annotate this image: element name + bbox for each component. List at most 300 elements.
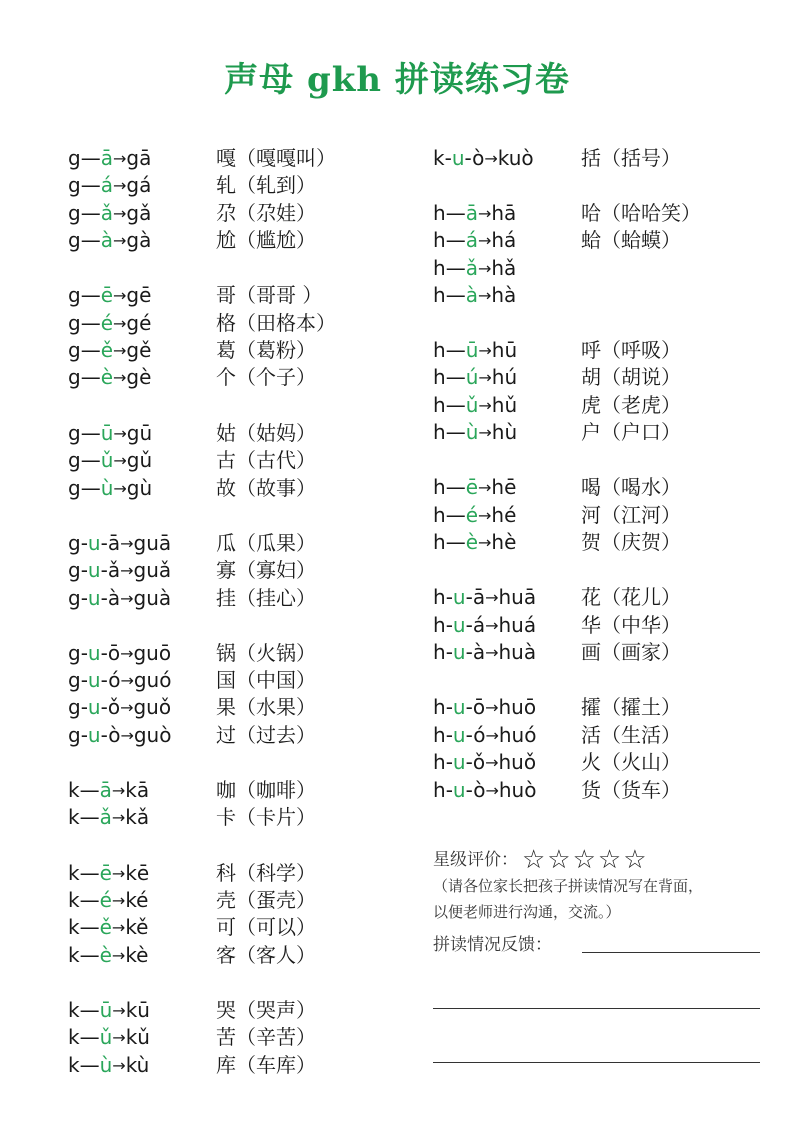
medial: u xyxy=(451,146,465,170)
spelling-formula xyxy=(433,777,581,805)
initial: g xyxy=(68,476,81,500)
syllable-result: guā xyxy=(133,531,172,555)
character: 科 xyxy=(216,861,236,885)
star-icons[interactable]: ☆☆☆☆☆ xyxy=(522,845,649,875)
example-word: （尕娃） xyxy=(236,201,316,225)
syllable-result: huá xyxy=(498,613,537,637)
final-vowel: ǔ xyxy=(465,393,479,417)
pinyin-row xyxy=(433,749,681,776)
character: 胡 xyxy=(581,365,601,389)
dash: - xyxy=(445,640,453,664)
character: 故 xyxy=(216,476,236,500)
final-vowel: ǎ xyxy=(465,256,478,280)
example-word: （哭声） xyxy=(236,998,316,1022)
arrow-icon: → xyxy=(485,616,499,635)
pinyin-row xyxy=(68,1052,316,1079)
arrow-icon: → xyxy=(478,341,492,360)
example-word: （田格本） xyxy=(236,311,336,335)
dash: — xyxy=(445,530,466,554)
character: 户 xyxy=(581,420,601,444)
arrow-icon: → xyxy=(477,259,492,278)
pinyin-row xyxy=(68,722,316,749)
syllable-result: guò xyxy=(133,723,172,747)
dash: - xyxy=(445,585,453,609)
character: 古 xyxy=(216,448,236,472)
final-vowel: ù xyxy=(100,476,114,500)
arrow-icon: → xyxy=(478,533,492,552)
arrow-icon: → xyxy=(112,176,127,195)
dash: — xyxy=(80,146,101,170)
final-vowel: è xyxy=(100,365,114,389)
dash: — xyxy=(79,943,100,967)
syllable-result: kuò xyxy=(497,146,534,170)
syllable-result: kù xyxy=(125,1053,150,1077)
dash: — xyxy=(80,201,101,225)
spelling-formula xyxy=(68,997,216,1025)
pinyin-row xyxy=(68,997,316,1024)
example-word: （寡妇） xyxy=(236,558,316,582)
final-vowel: ǎ xyxy=(99,805,112,829)
final-vowel: ǎ xyxy=(100,201,113,225)
character: 过 xyxy=(216,723,236,747)
syllable-result: huǒ xyxy=(498,750,537,774)
arrow-icon: → xyxy=(485,781,499,800)
character: 挂 xyxy=(216,586,236,610)
example-word: （呼吸） xyxy=(601,338,681,362)
syllable-result: kā xyxy=(125,778,150,802)
dash: - xyxy=(80,586,88,610)
arrow-icon: → xyxy=(484,149,498,168)
example-word: （故事） xyxy=(236,476,316,500)
spelling-formula xyxy=(68,860,216,888)
dash: — xyxy=(79,778,100,802)
dash: — xyxy=(445,393,466,417)
arrow-icon: → xyxy=(120,726,134,745)
arrow-icon: → xyxy=(478,396,492,415)
dash: — xyxy=(80,476,101,500)
example-word: （挂心） xyxy=(236,586,316,610)
syllable-result: hē xyxy=(491,475,517,499)
medial: u xyxy=(452,723,466,747)
syllable-result: hù xyxy=(491,420,518,444)
dash: - xyxy=(100,723,109,747)
feedback-line[interactable] xyxy=(582,952,760,953)
pinyin-row xyxy=(68,200,316,227)
dash: - xyxy=(445,695,453,719)
medial: u xyxy=(87,586,101,610)
medial: u xyxy=(87,723,101,747)
feedback-line[interactable] xyxy=(433,1062,760,1063)
arrow-icon: → xyxy=(112,1028,126,1047)
pinyin-row xyxy=(433,255,581,282)
spelling-formula xyxy=(68,475,216,503)
pinyin-row xyxy=(68,860,316,887)
medial: u xyxy=(87,558,101,582)
pinyin-row xyxy=(433,694,681,721)
pinyin-row xyxy=(68,282,322,309)
initial: h xyxy=(433,365,446,389)
pinyin-row xyxy=(433,200,701,227)
example-word: （轧到） xyxy=(236,173,316,197)
spelling-formula xyxy=(68,942,216,970)
example-word: （括号） xyxy=(601,146,681,170)
feedback-line[interactable] xyxy=(433,1008,760,1009)
example-word: （个子） xyxy=(236,365,316,389)
dash: - xyxy=(80,558,88,582)
syllable-result: gà xyxy=(126,228,152,252)
medial: u xyxy=(452,585,466,609)
character: 货 xyxy=(581,778,601,802)
initial: g xyxy=(68,641,81,665)
character: 苦 xyxy=(216,1025,236,1049)
initial: h xyxy=(433,723,446,747)
spelling-formula xyxy=(68,172,216,200)
dash: - xyxy=(100,668,109,692)
syllable-result: hà xyxy=(491,283,517,307)
character: 河 xyxy=(581,503,601,527)
dash: - xyxy=(100,531,108,555)
spelling-formula xyxy=(433,145,581,173)
pinyin-row xyxy=(433,474,681,501)
pinyin-row xyxy=(68,804,316,831)
initial: h xyxy=(433,228,446,252)
spelling-formula xyxy=(68,667,216,695)
final-vowel: ě xyxy=(99,915,112,939)
character: 库 xyxy=(216,1053,236,1077)
example-word: （瓜果） xyxy=(236,531,316,555)
final-vowel: ō xyxy=(107,641,121,665)
initial: k xyxy=(68,1053,80,1077)
syllable-result: gǎ xyxy=(126,201,152,225)
example-word: （中国） xyxy=(236,668,316,692)
character: 喝 xyxy=(581,475,601,499)
arrow-icon: → xyxy=(112,204,127,223)
arrow-icon: → xyxy=(485,588,499,607)
example-word: （中华） xyxy=(601,613,681,637)
dash: — xyxy=(79,861,100,885)
example-word: （车库） xyxy=(236,1053,316,1077)
pinyin-row xyxy=(68,557,316,584)
final-vowel: ǒ xyxy=(107,695,121,719)
example-word: （辛苦） xyxy=(236,1025,316,1049)
pinyin-row xyxy=(433,777,681,804)
final-vowel: è xyxy=(99,943,112,967)
initial: h xyxy=(433,640,446,664)
final-vowel: ē xyxy=(99,861,112,885)
final-vowel: ā xyxy=(99,778,112,802)
initial: h xyxy=(433,503,446,527)
pinyin-row xyxy=(433,145,681,172)
example-word: （花儿） xyxy=(601,585,681,609)
character: 个 xyxy=(216,365,236,389)
pinyin-row xyxy=(68,640,316,667)
initial: g xyxy=(68,365,81,389)
parent-note-line-2: 以便老师进行沟通，交流。） xyxy=(433,903,621,921)
initial: k xyxy=(433,146,445,170)
character: 贺 xyxy=(581,530,601,554)
parent-note-line-1: （请各位家长把孩子拼读情况写在背面， xyxy=(433,877,704,895)
spelling-formula xyxy=(68,694,216,722)
arrow-icon: → xyxy=(113,286,127,305)
arrow-icon: → xyxy=(120,589,134,608)
spelling-formula xyxy=(68,804,216,832)
medial: u xyxy=(452,750,466,774)
final-vowel: ù xyxy=(465,420,479,444)
initial: k xyxy=(68,1025,80,1049)
initial: g xyxy=(68,283,81,307)
example-word: （货车） xyxy=(601,778,681,802)
character: 国 xyxy=(216,668,236,692)
example-word: （葛粉） xyxy=(236,338,316,362)
pinyin-row xyxy=(433,529,681,556)
syllable-result: kū xyxy=(125,998,150,1022)
pinyin-row xyxy=(68,172,316,199)
dash: — xyxy=(445,338,466,362)
character: 尕 xyxy=(216,201,236,225)
dash: - xyxy=(465,613,473,637)
syllable-result: hū xyxy=(491,338,518,362)
medial: u xyxy=(87,531,101,555)
syllable-result: guō xyxy=(133,641,172,665)
final-vowel: à xyxy=(465,283,478,307)
spelling-formula xyxy=(433,722,581,750)
dash: - xyxy=(445,778,453,802)
dash: — xyxy=(80,448,101,472)
final-vowel: ě xyxy=(100,338,114,362)
pinyin-row xyxy=(68,447,316,474)
syllable-result: kē xyxy=(125,861,150,885)
syllable-result: kǔ xyxy=(125,1025,150,1049)
spelling-formula xyxy=(68,887,216,915)
final-vowel: é xyxy=(100,311,114,335)
dash: - xyxy=(100,641,108,665)
dash: - xyxy=(445,613,453,637)
dash: - xyxy=(80,531,88,555)
spelling-formula xyxy=(433,282,581,310)
example-word: （客人） xyxy=(236,943,316,967)
character: 瓜 xyxy=(216,531,236,555)
final-vowel: á xyxy=(100,173,113,197)
pinyin-row xyxy=(68,777,316,804)
dash: — xyxy=(445,283,466,307)
pinyin-row xyxy=(68,420,316,447)
example-word: （老虎） xyxy=(601,393,681,417)
character: 寡 xyxy=(216,558,236,582)
syllable-result: gā xyxy=(126,146,152,170)
star-rating xyxy=(433,842,649,875)
spelling-formula xyxy=(68,420,216,448)
final-vowel: á xyxy=(472,613,486,637)
example-word: （嘎嘎叫） xyxy=(236,146,336,170)
spelling-formula xyxy=(433,639,581,667)
example-word: （哥哥 ） xyxy=(236,283,323,307)
pinyin-row xyxy=(68,475,316,502)
dash: — xyxy=(445,365,466,389)
arrow-icon: → xyxy=(120,561,134,580)
character: 画 xyxy=(581,640,601,664)
arrow-icon: → xyxy=(113,341,127,360)
spelling-formula xyxy=(68,447,216,475)
final-vowel: ò xyxy=(473,778,486,802)
spelling-formula xyxy=(433,200,581,228)
spelling-formula xyxy=(68,722,216,750)
arrow-icon: → xyxy=(111,781,126,800)
pinyin-row xyxy=(68,942,316,969)
spelling-formula xyxy=(68,337,216,365)
character: 呼 xyxy=(581,338,601,362)
initial: h xyxy=(433,778,446,802)
final-vowel: ā xyxy=(107,531,121,555)
arrow-icon: → xyxy=(485,698,499,717)
initial: h xyxy=(433,530,446,554)
example-word: （哈哈笑） xyxy=(601,201,701,225)
initial: h xyxy=(433,420,446,444)
arrow-icon: → xyxy=(485,726,499,745)
initial: k xyxy=(68,888,80,912)
dash: - xyxy=(80,641,88,665)
syllable-result: gé xyxy=(126,311,152,335)
pinyin-row xyxy=(68,337,316,364)
example-word: （火锅） xyxy=(236,641,316,665)
dash: — xyxy=(80,311,101,335)
pinyin-row xyxy=(68,1024,316,1051)
example-word: （画家） xyxy=(601,640,681,664)
final-vowel: ū xyxy=(99,998,113,1022)
dash: - xyxy=(80,668,88,692)
arrow-icon: → xyxy=(478,506,492,525)
example-word: （科学） xyxy=(236,861,316,885)
spelling-formula xyxy=(68,227,216,255)
dash: - xyxy=(100,558,108,582)
arrow-icon: → xyxy=(112,1001,126,1020)
pinyin-row xyxy=(68,585,316,612)
arrow-icon: → xyxy=(111,891,126,910)
final-vowel: ǎ xyxy=(107,558,121,582)
character: 客 xyxy=(216,943,236,967)
final-vowel: ú xyxy=(465,365,479,389)
pinyin-row xyxy=(433,502,681,529)
character: 哈 xyxy=(581,201,601,225)
syllable-result: hǎ xyxy=(491,256,517,280)
arrow-icon: → xyxy=(120,671,134,690)
arrow-icon: → xyxy=(112,149,127,168)
medial: u xyxy=(87,641,101,665)
medial: u xyxy=(87,668,101,692)
example-word: （古代） xyxy=(236,448,316,472)
initial: g xyxy=(68,421,81,445)
page-title: 声母 gkh 拼读练习卷 xyxy=(224,60,570,100)
spelling-formula xyxy=(433,364,581,392)
pinyin-row xyxy=(68,310,336,337)
character: 咖 xyxy=(216,778,236,802)
example-word: （江河） xyxy=(601,503,681,527)
syllable-result: guó xyxy=(133,668,172,692)
arrow-icon: → xyxy=(478,478,492,497)
dash: — xyxy=(80,338,101,362)
dash: - xyxy=(445,750,453,774)
spelling-formula xyxy=(68,914,216,942)
arrow-icon: → xyxy=(111,918,126,937)
character: 葛 xyxy=(216,338,236,362)
dash: — xyxy=(79,888,100,912)
spelling-formula xyxy=(68,364,216,392)
dash: — xyxy=(80,228,101,252)
pinyin-row xyxy=(433,392,681,419)
character: 哥 xyxy=(216,283,236,307)
initial: h xyxy=(433,585,446,609)
final-vowel: ū xyxy=(465,338,479,362)
pinyin-row xyxy=(68,694,316,721)
character: 壳 xyxy=(216,888,236,912)
arrow-icon: → xyxy=(113,424,127,443)
initial: g xyxy=(68,201,81,225)
syllable-result: kǎ xyxy=(125,805,150,829)
dash: — xyxy=(80,173,101,197)
example-word: （喝水） xyxy=(601,475,681,499)
final-vowel: à xyxy=(472,640,486,664)
dash: - xyxy=(465,695,473,719)
initial: g xyxy=(68,531,81,555)
pinyin-row xyxy=(433,282,581,309)
example-word: （胡说） xyxy=(601,365,681,389)
pinyin-row xyxy=(68,227,316,254)
initial: h xyxy=(433,695,446,719)
character: 哭 xyxy=(216,998,236,1022)
dash: - xyxy=(445,723,453,747)
pinyin-row xyxy=(433,639,681,666)
example-word: （蛋壳） xyxy=(236,888,316,912)
syllable-result: hā xyxy=(491,201,517,225)
example-word: （水果） xyxy=(236,695,316,719)
pinyin-row xyxy=(68,145,336,172)
character: 火 xyxy=(581,750,601,774)
final-vowel: ō xyxy=(472,695,486,719)
spelling-formula xyxy=(433,474,581,502)
final-vowel: è xyxy=(465,530,478,554)
syllable-result: kè xyxy=(125,943,149,967)
arrow-icon: → xyxy=(477,231,492,250)
feedback-label: 拼读情况反馈： xyxy=(433,935,552,955)
spelling-formula xyxy=(68,777,216,805)
spelling-formula xyxy=(433,502,581,530)
initial: g xyxy=(68,146,81,170)
initial: k xyxy=(68,778,80,802)
dash: — xyxy=(445,503,466,527)
initial: g xyxy=(68,228,81,252)
dash: — xyxy=(79,1053,100,1077)
final-vowel: à xyxy=(107,586,121,610)
dash: — xyxy=(445,228,466,252)
initial: h xyxy=(433,393,446,417)
syllable-result: hé xyxy=(491,503,517,527)
initial: g xyxy=(68,695,81,719)
dash: — xyxy=(445,420,466,444)
pinyin-row xyxy=(433,419,681,446)
spelling-formula xyxy=(68,557,216,585)
example-word: （生活） xyxy=(601,723,681,747)
medial: u xyxy=(452,640,466,664)
final-vowel: é xyxy=(99,888,112,912)
spelling-formula xyxy=(433,529,581,557)
medial: u xyxy=(452,613,466,637)
arrow-icon: → xyxy=(113,451,127,470)
character: 可 xyxy=(216,915,236,939)
arrow-icon: → xyxy=(120,644,134,663)
pinyin-row xyxy=(68,914,316,941)
initial: h xyxy=(433,338,446,362)
dash: - xyxy=(465,750,473,774)
dash: - xyxy=(465,778,474,802)
